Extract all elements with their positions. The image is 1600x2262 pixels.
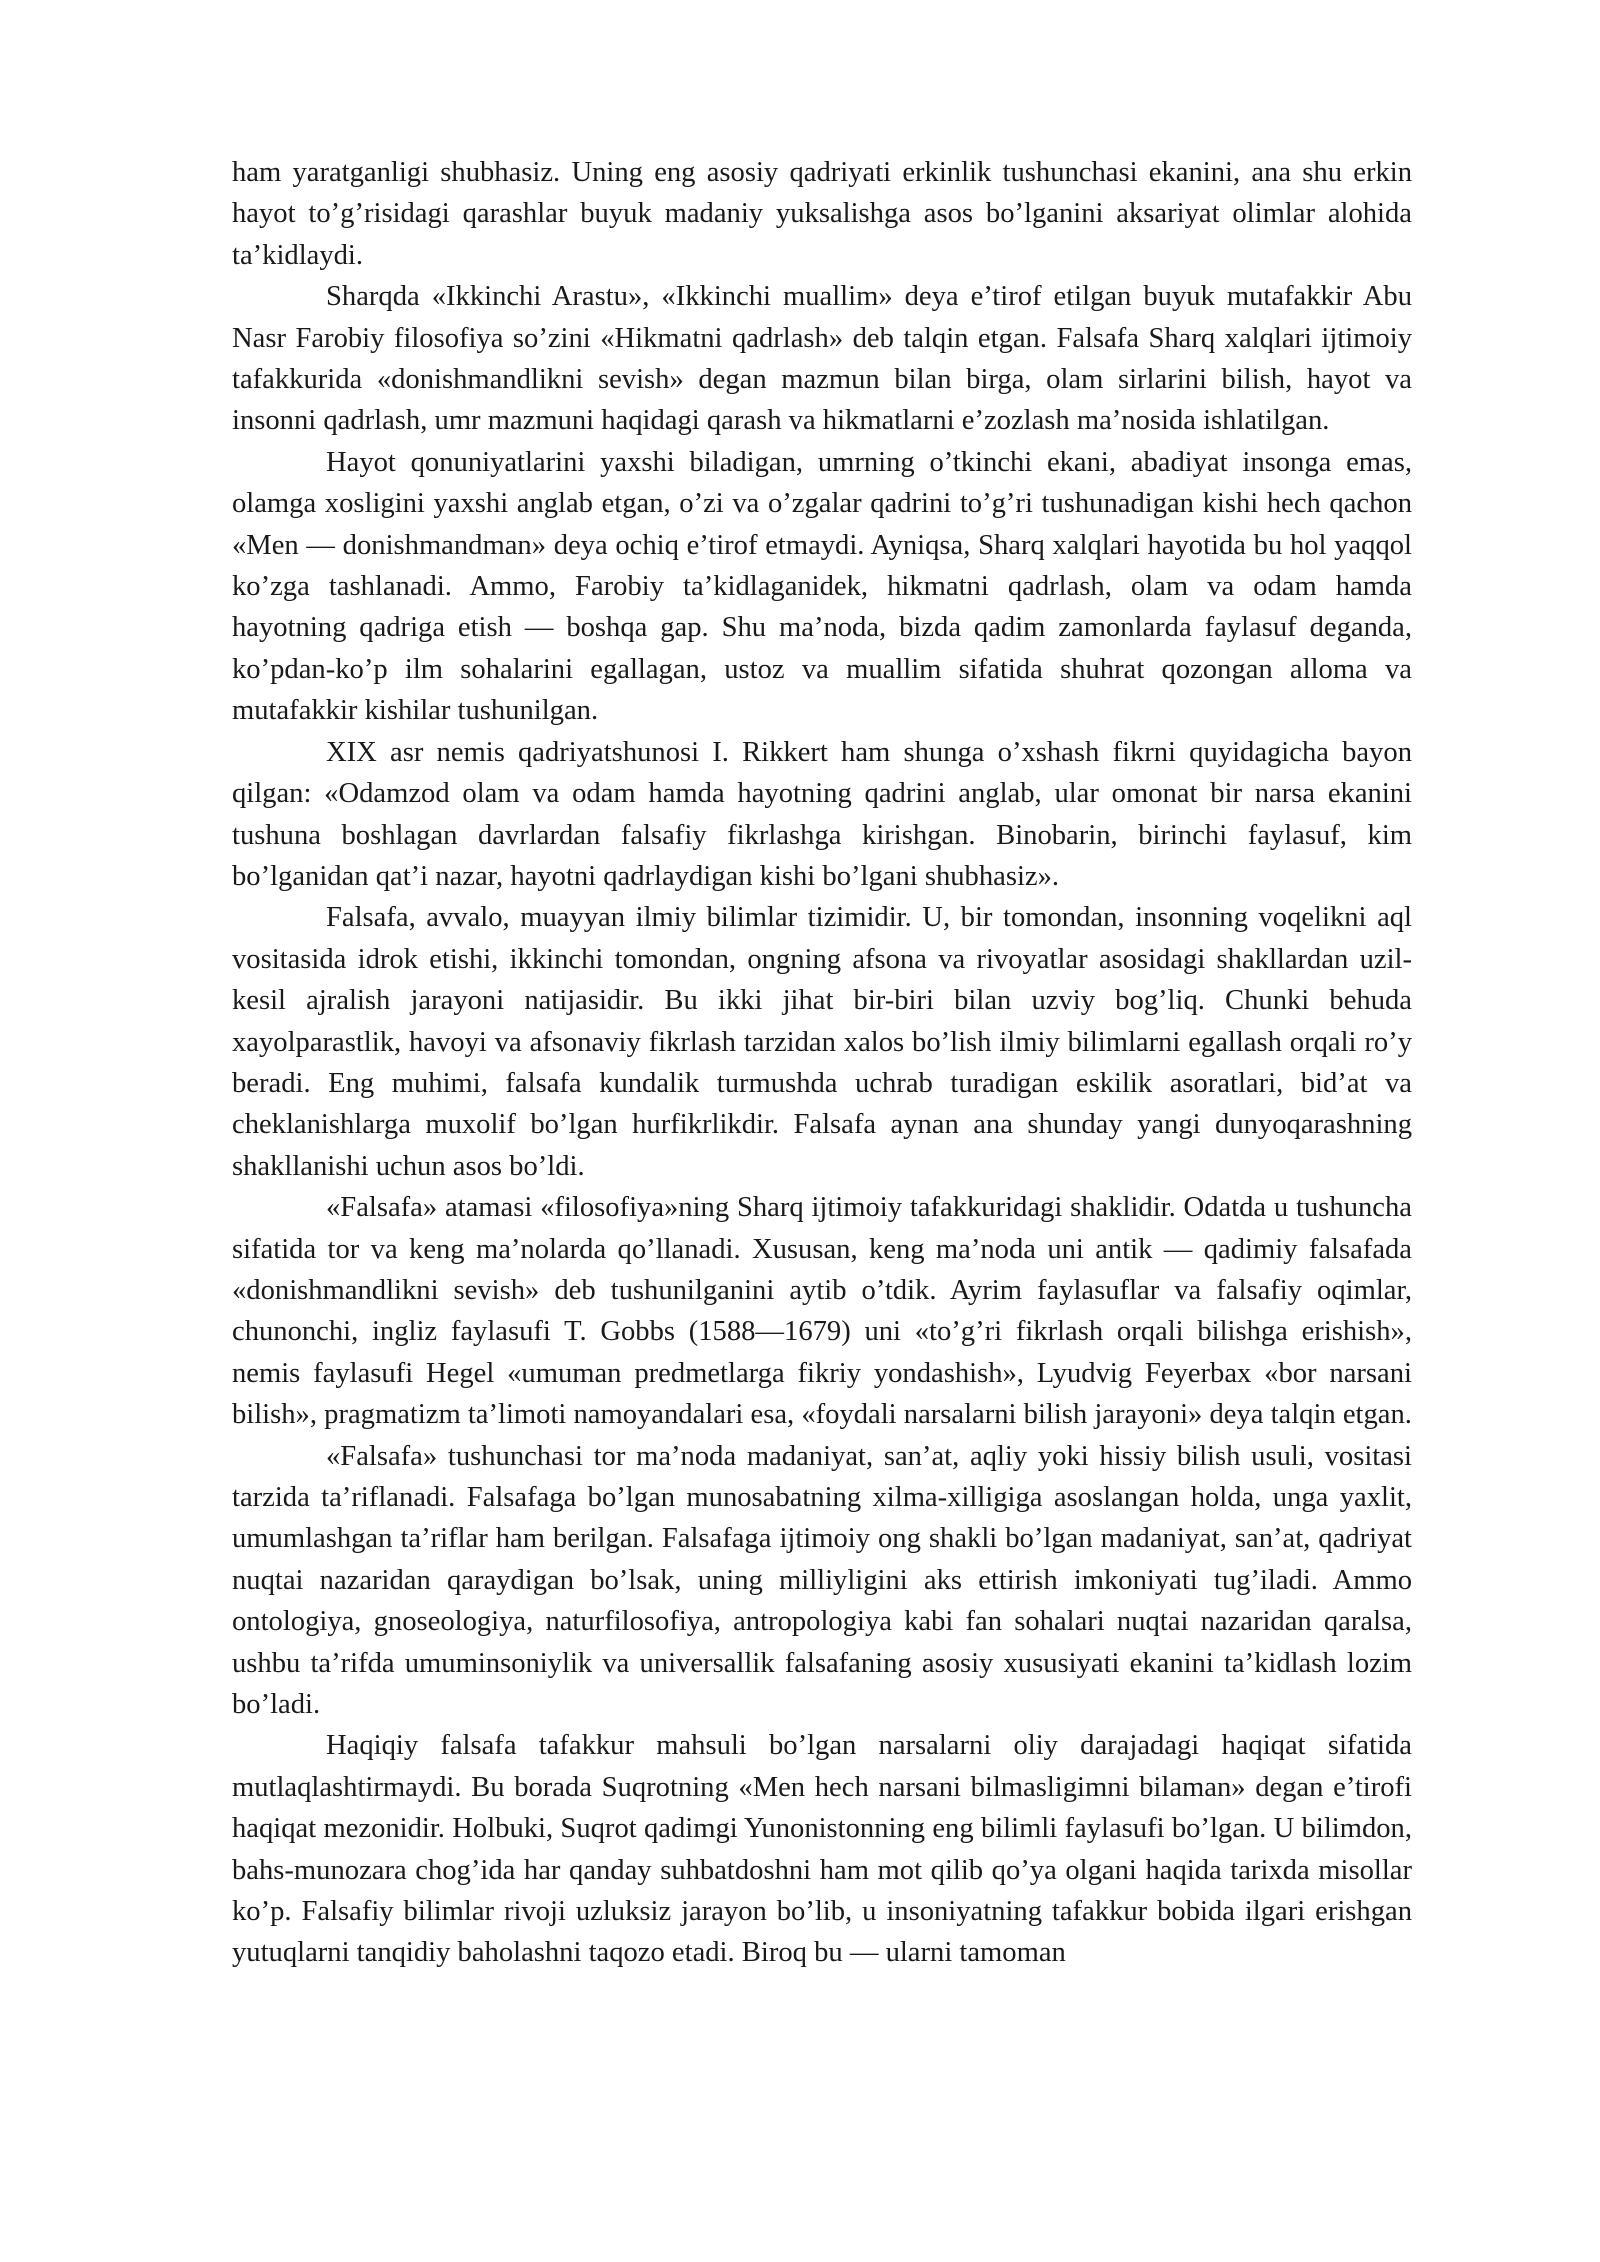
- paragraph-hayot-qonuniyatlari: Hayot qonuniyatlarini yaxshi biladigan, umrning o’tkinchi ekani, abadiyat insonga emas, olamga xosligini yaxshi anglab etgan, o’zi va o’zgalar qadrini to’g’ri tushunadigan kishi hech qachon «Men — donishmandman» deya ochiq e’tirof etmaydi. Ayniqsa, Sharq xalqlari hayotida bu hol yaqqol ko’zga tashlanadi. Ammo, Farobiy ta’kidlaganidek, hikmatni qadrlash, olam va odam hamda hayotning qadriga etish — boshqa gap. Shu ma’noda, bizda qadim zamonlarda faylasuf deganda, ko’pdan-ko’p ilm sohalarini egallagan, ustoz va muallim sifatida shuhrat qozongan alloma va mutafakkir kishilar tushunilgan.: [232, 446, 1412, 727]
- paragraph-falsafa-atamasi: «Falsafa» atamasi «filosofiya»ning Sharq ijtimoiy tafakkuridagi shaklidir. Odatda u tushuncha sifatida tor va keng ma’nolarda qo’llanadi. Xususan, keng ma’noda uni antik — qadimiy falsafada «donishmandlikni sevish» deb tushunilganini aytib o’tdik. Ayrim faylasuflar va falsafiy oqimlar, chunonchi, ingliz faylasufi T. Gobbs (1588—1679) uni «to’g’ri fikrlash orqali bilishga erishish», nemis faylasufi Hegel «umuman predmetlarga fikriy yondashish», Lyudvig Feyerbax «bor narsani bilish», pragmatizm ta’limoti namoyandalari esa, «foydali narsalarni bilish jarayoni» deya talqin etgan.: [232, 1192, 1412, 1431]
- paragraph-haqiqiy-falsafa: Haqiqiy falsafa tafakkur mahsuli bo’lgan narsalarni oliy darajadagi haqiqat sifatida mutlaqlashtirmaydi. Bu borada Suqrotning «Men hech narsani bilmasligimni bilaman» degan e’tirofi haqiqat mezonidir. Holbuki, Suqrot qadimgi Yunonistonning eng bilimli faylasufi bo’lgan. U bilimdon, bahs-munozara chog’ida har qanday suhbatdoshni ham mot qilib qo’ya olgani haqida tarixda misollar ko’p. Falsafiy bilimlar rivoji uzluksiz jarayon bo’lib, u insoniyatning tafakkur bobida ilgari erishgan yutuqlarni tanqidiy baholashni taqozo etadi. Biroq bu — ularni tamoman: [232, 1730, 1412, 1969]
- document-page: [232, 152, 1412, 1974]
- paragraph-continuation: ham yaratganligi shubhasiz. Uning eng asosiy qadriyati erkinlik tushunchasi ekanini, ana shu erkin hayot to’g’risidagi qarashlar buyuk madaniy yuksalishga asos bo’lganini aksariyat olimlar alohida ta’kidlaydi.: [232, 157, 1412, 271]
- paragraph-rikkert: XIX asr nemis qadriyatshunosi I. Rikkert ham shunga o’xshash fikrni quyidagicha bayon qilgan: «Odamzod olam va odam hamda hayotning qadrini anglab, ular omonat bir narsa ekanini tushuna boshlagan davrlardan falsafiy fikrlashga kirishgan. Binobarin, birinchi faylasuf, kim bo’lganidan qat’i nazar, hayotni qadrlaydigan kishi bo’lgani shubhasiz».: [232, 736, 1412, 892]
- paragraph-farobiy: Sharqda «Ikkinchi Arastu», «Ikkinchi muallim» deya e’tirof etilgan buyuk mutafakkir Abu Nasr Farobiy filosofiya so’zini «Hikmatni qadrlash» deb talqin etgan. Falsafa Sharq xalqlari ijtimoiy tafakkurida «donishmandlikni sevish» degan mazmun bilan birga, olam sirlarini bilish, hayot va insonni qadrlash, umr mazmuni haqidagi qarash va hikmatlarni e’zozlash ma’nosida ishlatilgan.: [232, 281, 1412, 437]
- paragraph-tor-manoda: «Falsafa» tushunchasi tor ma’noda madaniyat, san’at, aqliy yoki hissiy bilish usuli, vositasi tarzida ta’riflanadi. Falsafaga bo’lgan munosabatning xilma-xilligiga asoslangan holda, unga yaxlit, umumlashgan ta’riflar ham berilgan. Falsafaga ijtimoiy ong shakli bo’lgan madaniyat, san’at, qadriyat nuqtai nazaridan qaraydigan bo’lsak, uning milliyligini aks ettirish imkoniyati tug’iladi. Ammo ontologiya, gnoseologiya, naturfilosofiya, antropologiya kabi fan sohalari nuqtai nazaridan qaralsa, ushbu ta’rifda umuminsoniylik va universallik falsafaning asosiy xususiyati ekanini ta’kidlash lozim bo’ladi.: [232, 1440, 1412, 1721]
- paragraph-ilmiy-bilimlar: Falsafa, avvalo, muayyan ilmiy bilimlar tizimidir. U, bir tomondan, insonning voqelikni aql vositasida idrok etishi, ikkinchi tomondan, ongning afsona va rivoyatlar asosidagi shakllardan uzil-kesil ajralish jarayoni natijasidir. Bu ikki jihat bir-biri bilan uzviy bog’liq. Chunki behuda xayolparastlik, havoyi va afsonaviy fikrlash tarzidan xalos bo’lish ilmiy bilimlarni egallash orqali ro’y beradi. Eng muhimi, falsafa kundalik turmushda uchrab turadigan eskilik asoratlari, bid’at va cheklanishlarga muxolif bo’lgan hurfikrlikdir. Falsafa aynan ana shunday yangi dunyoqarashning shakllanishi uchun asos bo’ldi.: [232, 902, 1412, 1182]
